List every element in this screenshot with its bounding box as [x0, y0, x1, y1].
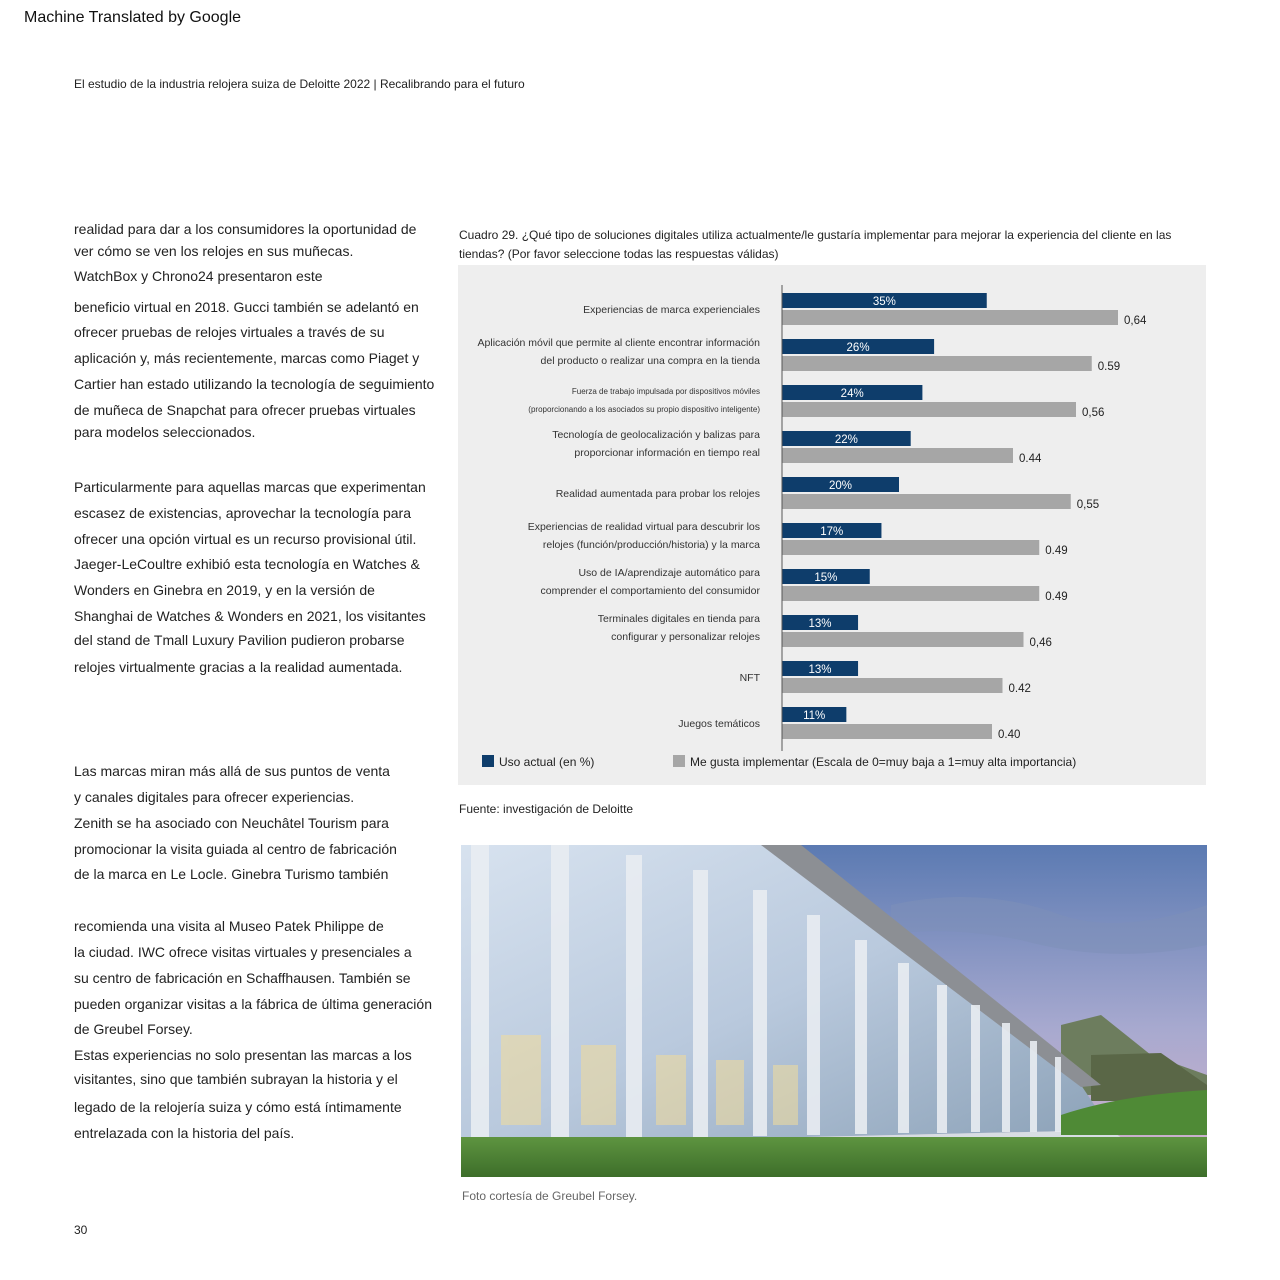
- running-header: El estudio de la industria relojera suiza de Deloitte 2022 | Recalibrando para el futuro: [74, 77, 525, 91]
- category-label: proporcionar información en tiempo real: [574, 447, 760, 459]
- body-line: ver cómo se ven los relojes en sus muñecas.: [74, 243, 354, 259]
- body-line: Estas experiencias no solo presentan las marcas a los: [74, 1047, 412, 1063]
- bar-implement-interest: [782, 540, 1039, 555]
- bar-implement-interest: [782, 586, 1039, 601]
- bar-implement-interest: [782, 310, 1118, 325]
- category-label: Experiencias de realidad virtual para descubrir los: [527, 521, 760, 533]
- bar-implement-interest-label: 0,46: [1029, 637, 1052, 649]
- body-line: ofrecer pruebas de relojes virtuales a través de su: [74, 324, 385, 340]
- body-line: Las marcas miran más allá de sus puntos de venta: [74, 763, 390, 779]
- bar-implement-interest: [782, 494, 1071, 509]
- body-line: ofrecer una opción virtual es un recurso provisional útil.: [74, 531, 417, 547]
- legend-label-implement-interest: Me gusta implementar (Escala de 0=muy baja a 1=muy alta importancia): [690, 755, 1077, 769]
- chart-panel: [458, 265, 1206, 785]
- bar-implement-interest: [782, 632, 1024, 647]
- body-line: legado de la relojería suiza y cómo está íntimamente: [74, 1099, 402, 1115]
- bar-implement-interest: [782, 402, 1076, 417]
- legend-swatch-implement-interest: [673, 755, 685, 767]
- bar-implement-interest: [782, 678, 1003, 693]
- body-line: relojes virtualmente gracias a la realidad aumentada.: [74, 659, 403, 675]
- category-label: comprender el comportamiento del consumidor: [540, 585, 760, 597]
- category-label: Tecnología de geolocalización y balizas para: [552, 429, 760, 441]
- bar-current-use-label: 17%: [820, 526, 844, 538]
- bar-implement-interest-label: 0.49: [1045, 545, 1068, 557]
- body-line: para modelos seleccionados.: [74, 424, 256, 440]
- bar-implement-interest-label: 0,56: [1082, 407, 1105, 419]
- body-line: aplicación y, más recientemente, marcas como Piaget y: [74, 350, 420, 366]
- category-label: Experiencias de marca experienciales: [583, 304, 760, 316]
- body-line: realidad para dar a los consumidores la oportunidad de: [74, 221, 417, 237]
- body-line: Zenith se ha asociado con Neuchâtel Tourism para: [74, 815, 389, 831]
- category-label: Juegos temáticos: [678, 718, 760, 730]
- bar-implement-interest-label: 0.44: [1019, 453, 1042, 465]
- bar-implement-interest: [782, 724, 992, 739]
- body-line: del stand de Tmall Luxury Pavilion pudieron probarse: [74, 632, 405, 648]
- greubel-forsey-building-image: [461, 845, 1207, 1177]
- chart-source: Fuente: investigación de Deloitte: [459, 802, 634, 816]
- bar-current-use-label: 13%: [808, 664, 832, 676]
- category-label: Fuerza de trabajo impulsada por dispositivos móviles: [571, 387, 760, 396]
- bar-implement-interest-label: 0.42: [1008, 683, 1031, 695]
- bar-current-use-label: 26%: [846, 342, 870, 354]
- category-label: configurar y personalizar relojes: [611, 631, 760, 643]
- body-line: de Greubel Forsey.: [74, 1021, 193, 1037]
- page-number: 30: [74, 1223, 88, 1237]
- category-label: Aplicación móvil que permite al cliente encontrar información: [477, 337, 760, 349]
- category-label: relojes (función/producción/historia) y la marca: [542, 539, 760, 551]
- bar-current-use-label: 22%: [834, 434, 858, 446]
- body-line: promocionar la visita guiada al centro de fabricación: [74, 841, 397, 857]
- bar-implement-interest: [782, 448, 1013, 463]
- category-label: Uso de IA/aprendizaje automático para: [578, 567, 760, 579]
- body-line: Jaeger-LeCoultre exhibió esta tecnología en Watches &: [74, 556, 420, 572]
- bar-current-use-label: 24%: [840, 388, 864, 400]
- body-line: entrelazada con la historia del país.: [74, 1125, 295, 1141]
- category-label: NFT: [739, 672, 760, 684]
- bar-implement-interest-label: 0.59: [1097, 361, 1121, 373]
- bar-current-use-label: 15%: [814, 572, 838, 584]
- body-line: la ciudad. IWC ofrece visitas virtuales y presenciales a: [74, 944, 412, 960]
- category-label: Realidad aumentada para probar los relojes: [555, 488, 760, 500]
- bar-current-use-label: 20%: [828, 480, 853, 492]
- category-label: del producto o realizar una compra en la tienda: [540, 355, 760, 367]
- body-line: escasez de existencias, aprovechar la tecnología para: [74, 505, 411, 521]
- bar-implement-interest-label: 0.49: [1045, 591, 1068, 603]
- bar-current-use-label: 13%: [808, 618, 832, 630]
- body-line: Shanghai de Watches & Wonders en 2021, los visitantes: [74, 608, 426, 624]
- bar-current-use-label: 11%: [803, 710, 826, 722]
- bar-implement-interest-label: 0,55: [1076, 499, 1100, 511]
- bar-implement-interest-label: 0.40: [998, 729, 1021, 741]
- category-label: (proporcionando a los asociados su propio dispositivo inteligente): [528, 405, 760, 414]
- body-line: WatchBox y Chrono24 presentaron este: [74, 268, 323, 284]
- machine-translation-banner: Machine Translated by Google: [24, 9, 242, 26]
- chart-title: Cuadro 29. ¿Qué tipo de soluciones digitales utiliza actualmente/le gustaría implementar para mejorar la experiencia del cliente en las tiendas? (Por favor seleccione todas las respuestas válidas): [459, 228, 1172, 261]
- category-label: Terminales digitales en tienda para: [597, 613, 760, 625]
- building-photo: [461, 845, 1207, 1177]
- body-line: beneficio virtual en 2018. Gucci también se adelantó en: [74, 299, 419, 315]
- bar-chart: [458, 265, 1206, 785]
- body-line: Particularmente para aquellas marcas que experimentan: [74, 479, 426, 495]
- bar-current-use-label: 35%: [872, 296, 896, 308]
- body-line: su centro de fabricación en Schaffhausen. También se: [74, 970, 411, 986]
- bar-implement-interest: [782, 356, 1092, 371]
- legend-swatch-current-use: [482, 755, 494, 767]
- body-line: Cartier han estado utilizando la tecnología de seguimiento: [74, 376, 435, 392]
- body-line: recomienda una visita al Museo Patek Philippe de: [74, 918, 384, 934]
- body-line: y canales digitales para ofrecer experiencias.: [74, 789, 355, 805]
- bar-implement-interest-label: 0,64: [1124, 315, 1147, 327]
- body-line: de la marca en Le Locle. Ginebra Turismo también: [74, 866, 389, 882]
- body-line: de muñeca de Snapchat para ofrecer pruebas virtuales: [74, 402, 416, 418]
- photo-credit: Foto cortesía de Greubel Forsey.: [462, 1189, 638, 1203]
- body-line: pueden organizar visitas a la fábrica de última generación: [74, 996, 432, 1012]
- body-line: Wonders en Ginebra en 2019, y en la versión de: [74, 582, 375, 598]
- legend-label-current-use: Uso actual (en %): [499, 755, 595, 769]
- body-line: visitantes, sino que también subrayan la historia y el: [74, 1071, 398, 1087]
